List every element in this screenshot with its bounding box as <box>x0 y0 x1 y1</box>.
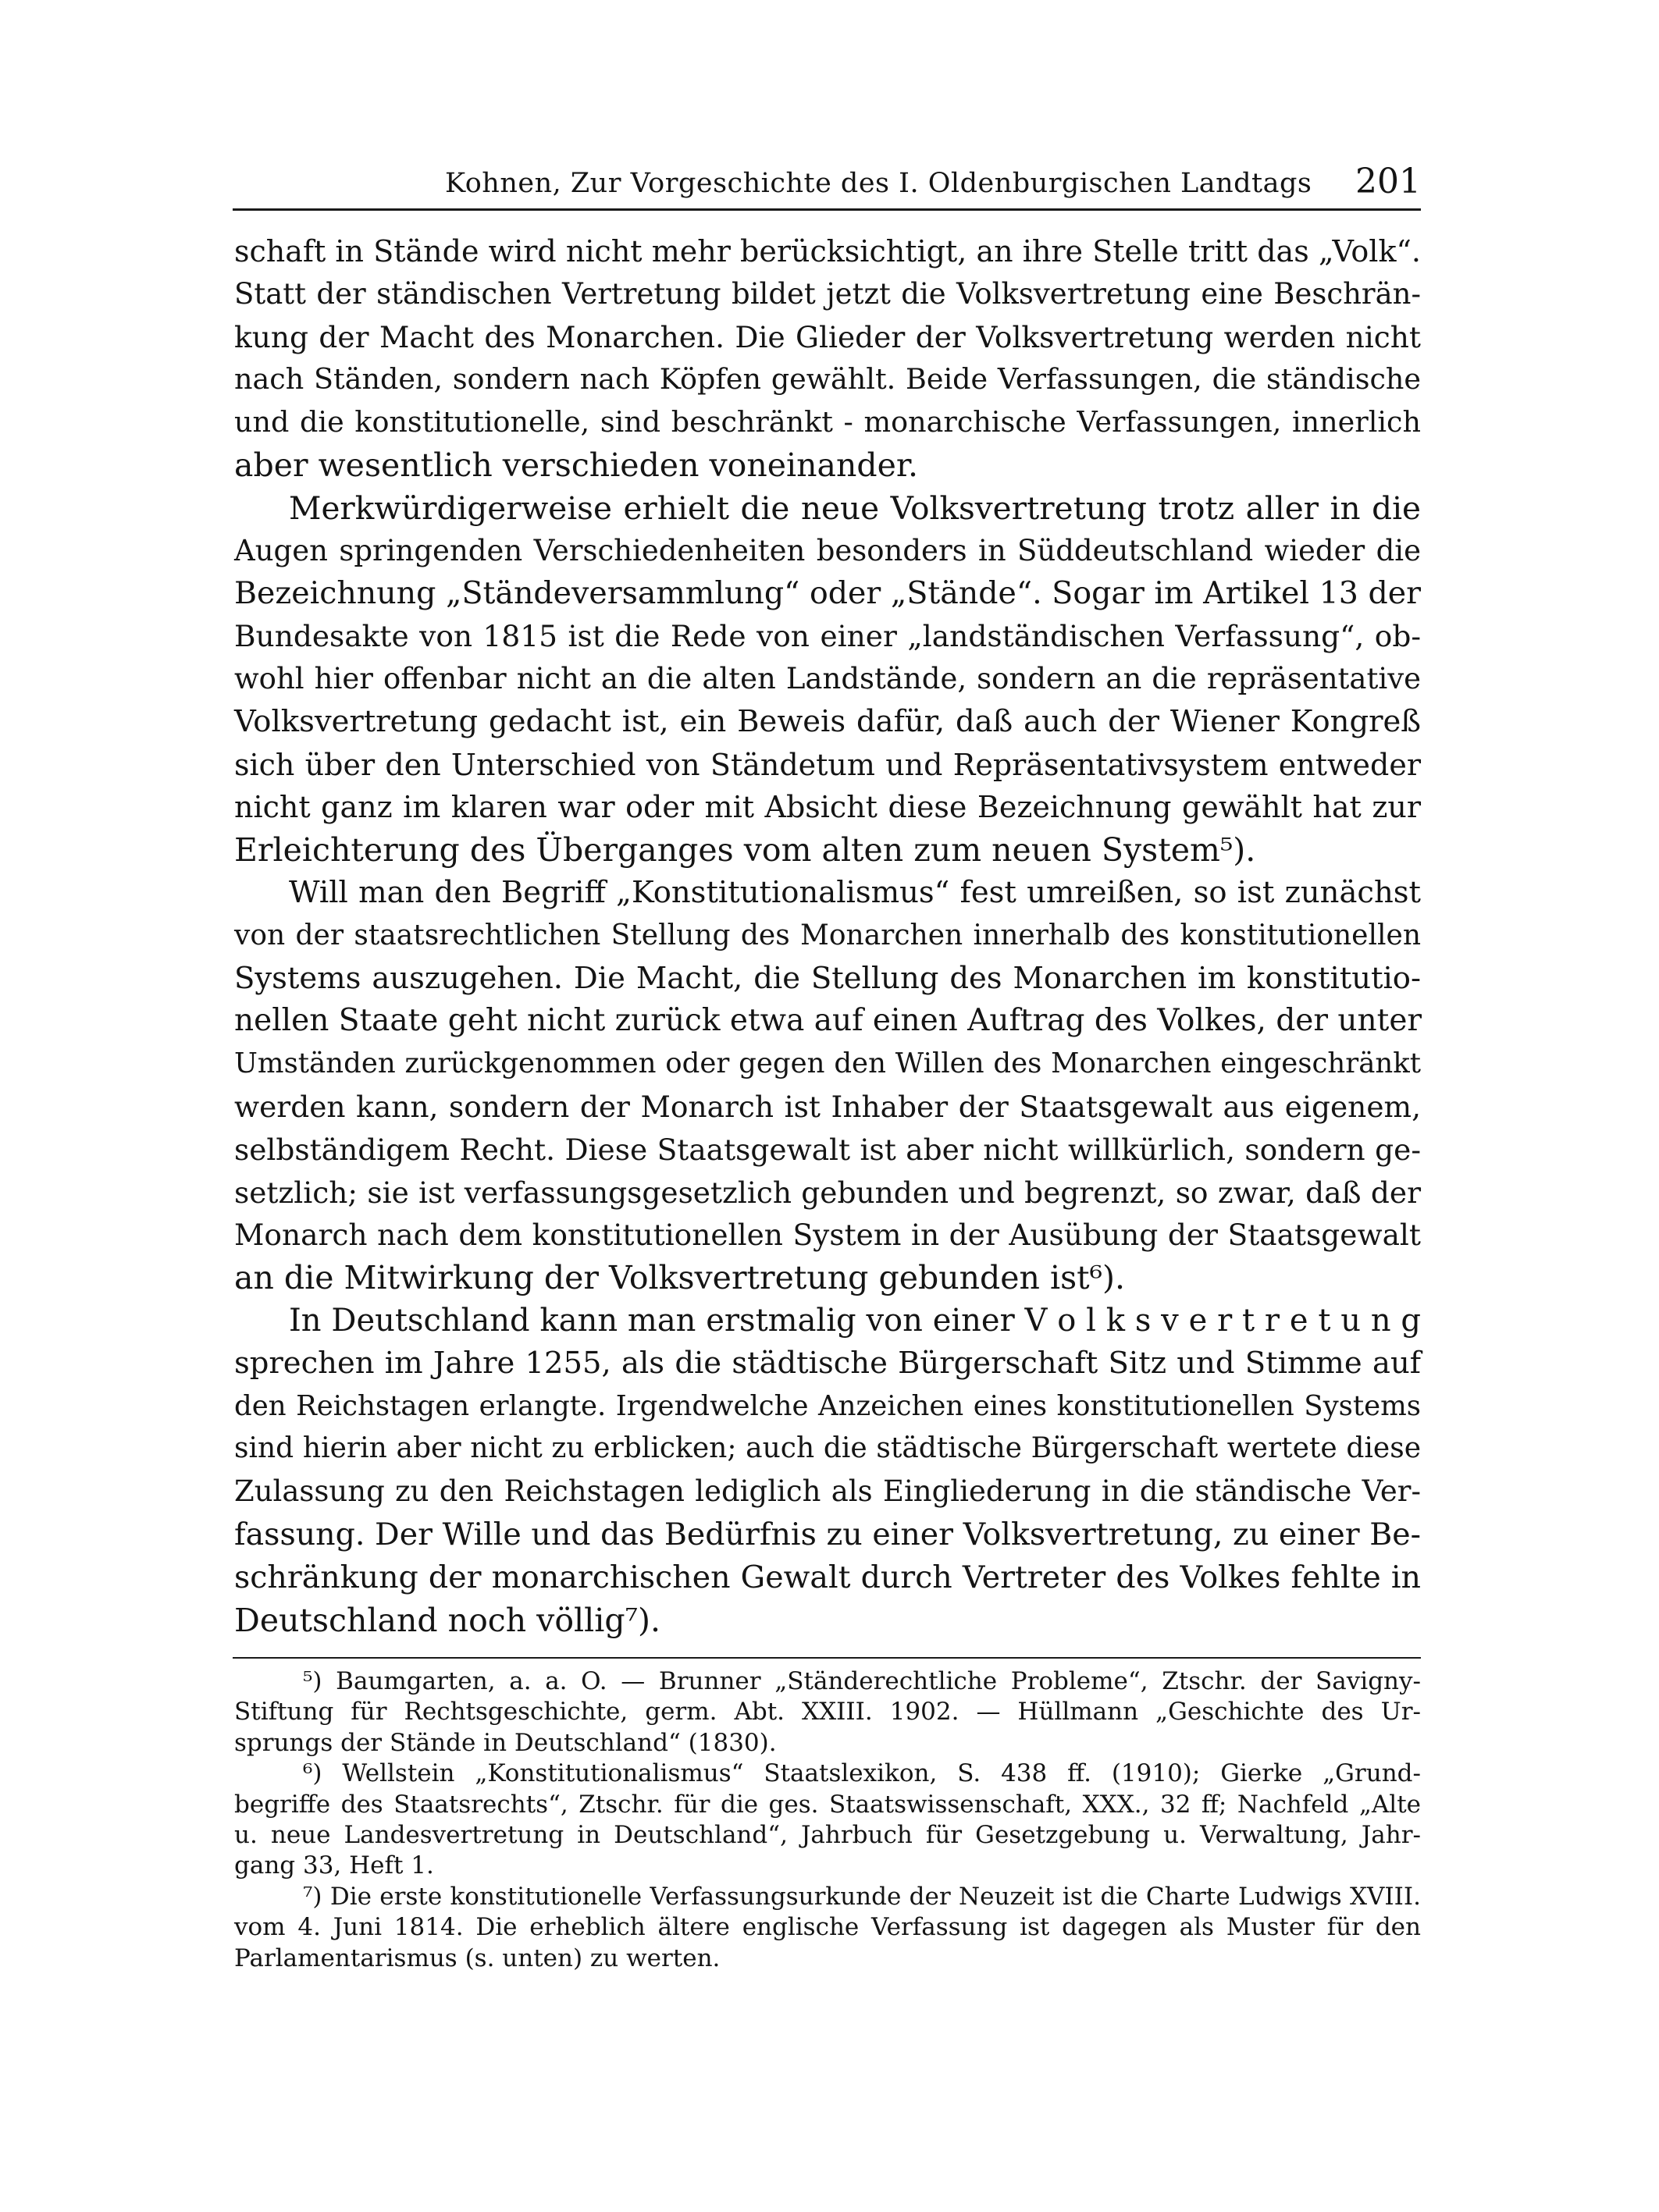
body-line: sich über den Unterschied von Ständetum und Repräsentativsystem entweder <box>234 747 1421 782</box>
footnote-line: u. neue Landesvertretung in Deutschland“, Jahrbuch für Gesetzgebung u. Verwaltung, Jahr- <box>234 1820 1421 1849</box>
footnotes <box>234 1666 1421 1974</box>
body-line: an die Mitwirkung der Volksvertretung gebunden ist⁶). <box>234 1259 1126 1297</box>
body-line: werden kann, sondern der Monarch ist Inhaber der Staatsgewalt aus eigenem, <box>234 1089 1421 1124</box>
body-line: Bezeichnung „Ständeversammlung“ oder „Stände“. Sogar im Artikel 13 der <box>234 575 1421 612</box>
footnote-rule <box>233 1657 1421 1659</box>
body-line: Will man den Begriff „Konstitutionalismus“ fest umreißen, so ist zunächst <box>289 874 1421 910</box>
footnote-line: begriffe des Staatsrechts“, Ztschr. für die ges. Staatswissenschaft, XXX., 32 ff; Nachfeld „Alte <box>234 1790 1421 1819</box>
footnote-line: ⁶) Wellstein „Konstitutionalismus“ Staatslexikon, S. 438 ff. (1910); Gierke „Grund- <box>303 1759 1421 1788</box>
body-line: Statt der ständischen Vertretung bildet jetzt die Volksvertretung eine Beschrän- <box>234 276 1421 311</box>
body-line: nach Ständen, sondern nach Köpfen gewählt. Beide Verfassungen, die ständische <box>234 362 1421 397</box>
body-line: den Reichstagen erlangte. Irgendwelche Anzeichen eines konstitutionellen Systems <box>234 1389 1421 1422</box>
body-line: schaft in Stände wird nicht mehr berücksichtigt, an ihre Stelle tritt das „Volk“. <box>234 234 1421 268</box>
body-line: nicht ganz im klaren war oder mit Absicht diese Bezeichnung gewählt hat zur <box>234 790 1421 825</box>
body-line: sprechen im Jahre 1255, als die städtische Bürgerschaft Sitz und Stimme auf <box>234 1345 1421 1381</box>
footnote-line: vom 4. Juni 1814. Die erheblich ältere englische Verfassung ist dagegen als Muster für den <box>234 1913 1421 1942</box>
body-line: kung der Macht des Monarchen. Die Glieder der Volksvertretung werden nicht <box>234 319 1421 354</box>
footnote-line: ⁵) Baumgarten, a. a. O. — Brunner „Ständerechtliche Probleme“, Ztschr. der Savigny- <box>303 1667 1421 1695</box>
body-line: selbständigem Recht. Diese Staatsgewalt ist aber nicht willkürlich, sondern ge- <box>234 1132 1421 1167</box>
body-line: wohl hier offenbar nicht an die alten Landstände, sondern an die repräsentative <box>234 661 1421 695</box>
body-line: aber wesentlich verschieden voneinander. <box>234 446 919 484</box>
footnote-line: Parlamentarismus (s. unten) zu werten. <box>234 1944 721 1972</box>
body-line: Umständen zurückgenommen oder gegen den Willen des Monarchen eingeschränkt <box>234 1047 1421 1080</box>
body-line: setzlich; sie ist verfassungsgesetzlich gebunden und begrenzt, so zwar, daß der <box>234 1175 1421 1210</box>
body-line: Deutschland noch völlig⁷). <box>234 1601 661 1639</box>
body-line: fassung. Der Wille und das Bedürfnis zu einer Volksvertretung, zu einer Be- <box>234 1516 1421 1552</box>
footnote-line: sprungs der Stände in Deutschland“ (1830). <box>234 1728 777 1757</box>
body-line: Erleichterung des Überganges vom alten zum neuen System⁵). <box>234 831 1256 870</box>
running-head: Kohnen, Zur Vorgeschichte des I. Oldenburgischen Landtags <box>445 168 1312 199</box>
body-line: Merkwürdigerweise erhielt die neue Volksvertretung trotz aller in die <box>289 489 1421 527</box>
footnote-line: ⁷) Die erste konstitutionelle Verfassungsurkunde der Neuzeit ist die Charte Ludwigs XVIII. <box>303 1882 1421 1911</box>
body-line: Augen springenden Verschiedenheiten besonders in Süddeutschland wieder die <box>234 533 1421 567</box>
body-text <box>234 230 1421 1641</box>
header-rule <box>233 208 1421 211</box>
footnote-line: gang 33, Heft 1. <box>234 1851 434 1880</box>
page-number: 201 <box>1355 162 1421 201</box>
page-header <box>233 160 1421 215</box>
body-line: und die konstitutionelle, sind beschränkt - monarchische Verfassungen, innerlich <box>234 405 1421 439</box>
body-line: Volksvertretung gedacht ist, ein Beweis dafür, daß auch der Wiener Kongreß <box>234 703 1421 739</box>
body-line: Zulassung zu den Reichstagen lediglich als Eingliederung in die ständische Ver- <box>234 1474 1421 1509</box>
body-line: Systems auszugehen. Die Macht, die Stellung des Monarchen im konstitutio- <box>234 960 1421 996</box>
footnote-line: Stiftung für Rechtsgeschichte, germ. Abt. XXIII. 1902. — Hüllmann „Geschichte des Ur- <box>234 1698 1421 1727</box>
body-line: sind hierin aber nicht zu erblicken; auch die städtische Bürgerschaft wertete diese <box>234 1432 1421 1465</box>
body-line: schränkung der monarchischen Gewalt durch Vertreter des Volkes fehlte in <box>234 1559 1421 1595</box>
body-line: Monarch nach dem konstitutionellen System in der Ausübung der Staatsgewalt <box>234 1218 1421 1253</box>
body-line: von der staatsrechtlichen Stellung des Monarchen innerhalb des konstitutionellen <box>234 919 1421 951</box>
body-line: Bundesakte von 1815 ist die Rede von einer „landständischen Verfassung“, ob- <box>234 619 1421 654</box>
body-line: In Deutschland kann man erstmalig von einer V o l k s v e r t r e t u n g <box>289 1302 1421 1339</box>
body-line: nellen Staate geht nicht zurück etwa auf einen Auftrag des Volkes, der unter <box>234 1003 1422 1039</box>
